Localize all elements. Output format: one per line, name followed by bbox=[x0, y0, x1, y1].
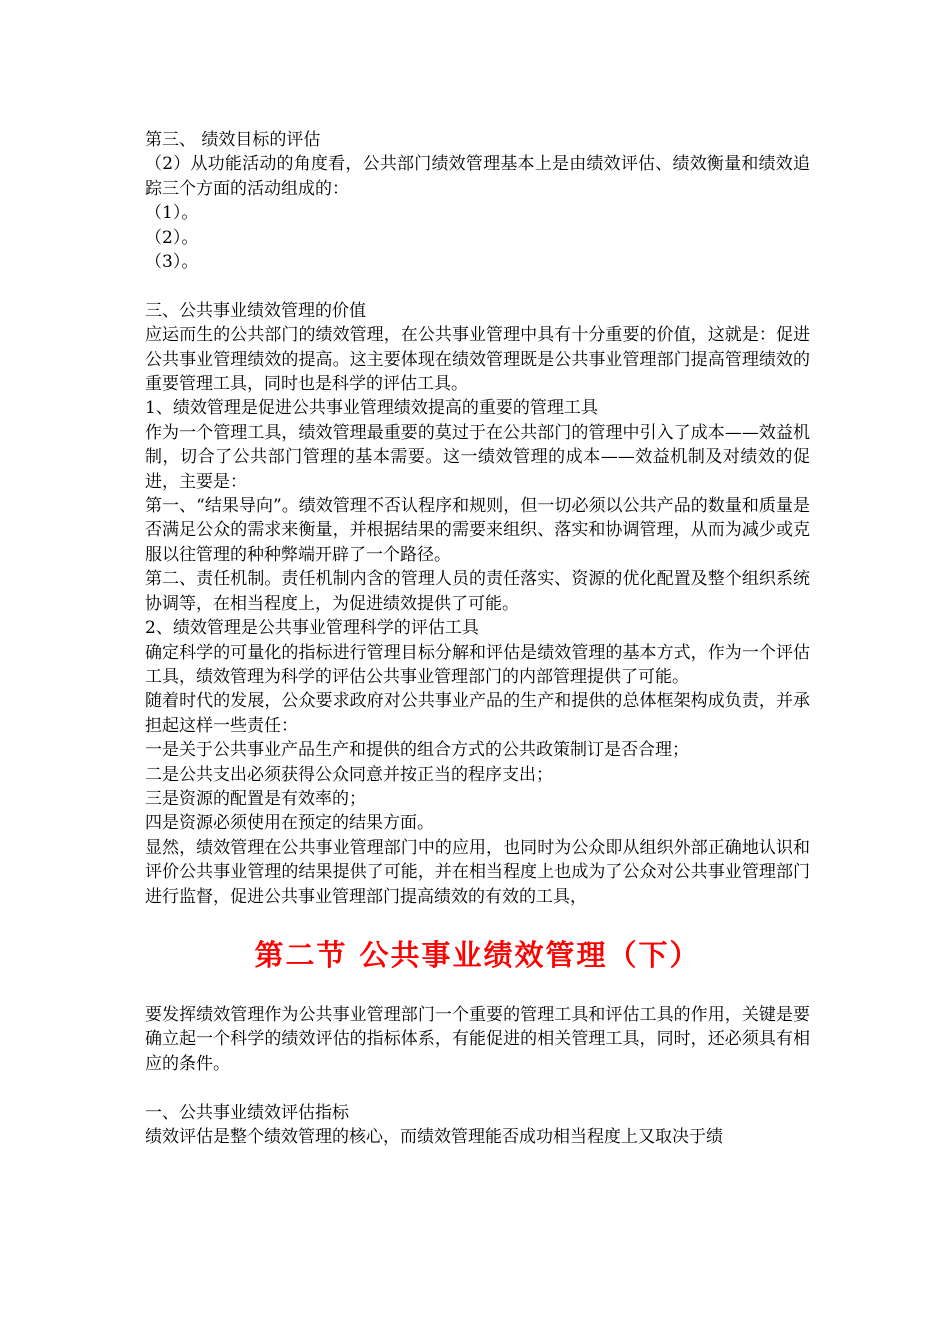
paragraph: 要发挥绩效管理作为公共事业管理部门一个重要的管理工具和评估工具的作用，关键是要确立起一个科学的绩效评估的指标体系，有能促进的相关管理工具，同时，还必须具有相应的条件。 bbox=[145, 1004, 810, 1074]
list-item: （2）。 bbox=[145, 227, 199, 248]
list-item: 一是关于公共事业产品生产和提供的组合方式的公共政策制订是否合理； bbox=[145, 740, 689, 761]
paragraph: 作为一个管理工具，绩效管理最重要的莫过于在公共部门的管理中引入了成本——效益机制，切合了公共部门管理的基本需要。这一绩效管理的成本——效益机制及对绩效的促进，主要是： bbox=[145, 422, 810, 492]
subsection-heading: 1、绩效管理是促进公共事业管理绩效提高的重要的管理工具 bbox=[145, 398, 598, 419]
list-item: 四是资源必须使用在预定的结果方面。 bbox=[145, 813, 434, 834]
list-item: （1）。 bbox=[145, 203, 199, 224]
list-item: （3）。 bbox=[145, 252, 199, 273]
blank-line bbox=[145, 274, 810, 298]
subsection-heading: 第三、 绩效目标的评估 bbox=[145, 130, 321, 150]
subsection-heading: 一、公共事业绩效评估指标 bbox=[145, 1102, 349, 1123]
list-item: 二是公共支出必须获得公众同意并按正当的程序支出； bbox=[145, 764, 553, 785]
paragraph: 应运而生的公共部门的绩效管理，在公共事业管理中具有十分重要的价值，这就是：促进公共事业管理绩效的提高。这主要体现在绩效管理既是公共事业管理部门提高管理绩效的重要管理工具，同时也是科学的评估工具。 bbox=[145, 325, 810, 395]
subsection-heading: 三、公共事业绩效管理的价值 bbox=[145, 300, 366, 321]
section-heading: 第二节 公共事业绩效管理（下） bbox=[254, 937, 701, 972]
paragraph: 随着时代的发展，公众要求政府对公共事业产品的生产和提供的总体框架构成负责，并承担起这样一些责任： bbox=[145, 691, 810, 736]
paragraph: 确定科学的可量化的指标进行管理目标分解和评估是绩效管理的基本方式，作为一个评估工具，绩效管理为科学的评估公共事业管理部门的内部管理提供了可能。 bbox=[145, 642, 810, 687]
subsection-heading: 2、绩效管理是公共事业管理科学的评估工具 bbox=[145, 618, 479, 639]
paragraph: （2）从功能活动的角度看，公共部门绩效管理基本上是由绩效评估、绩效衡量和绩效追踪三个方面的活动组成的： bbox=[145, 154, 810, 199]
paragraph: 绩效评估是整个绩效管理的核心，而绩效管理能否成功相当程度上又取决于绩 bbox=[145, 1127, 723, 1147]
list-item: 三是资源的配置是有效率的； bbox=[145, 788, 366, 809]
paragraph: 第一、“结果导向”。绩效管理不否认程序和规则，但一切必须以公共产品的数量和质量是否满足公众的需求来衡量，并根据结果的需要来组织、落实和协调管理，从而为减少或克服以往管理的种种弊端开辟了一个路径。 bbox=[145, 496, 810, 565]
document-page bbox=[145, 128, 810, 1149]
paragraph: 第二、责任机制。责任机制内含的管理人员的责任落实、资源的优化配置及整个组织系统协调等，在相当程度上，为促进绩效提供了可能。 bbox=[145, 569, 810, 614]
paragraph: 显然，绩效管理在公共事业管理部门中的应用，也同时为公众即从组织外部正确地认识和评价公共事业管理的结果提供了可能，并在相当程度上也成为了公众对公共事业管理部门进行监督，促进公共事业管理部门提高绩效的有效的工具， bbox=[145, 837, 810, 907]
blank-line bbox=[145, 1076, 810, 1100]
